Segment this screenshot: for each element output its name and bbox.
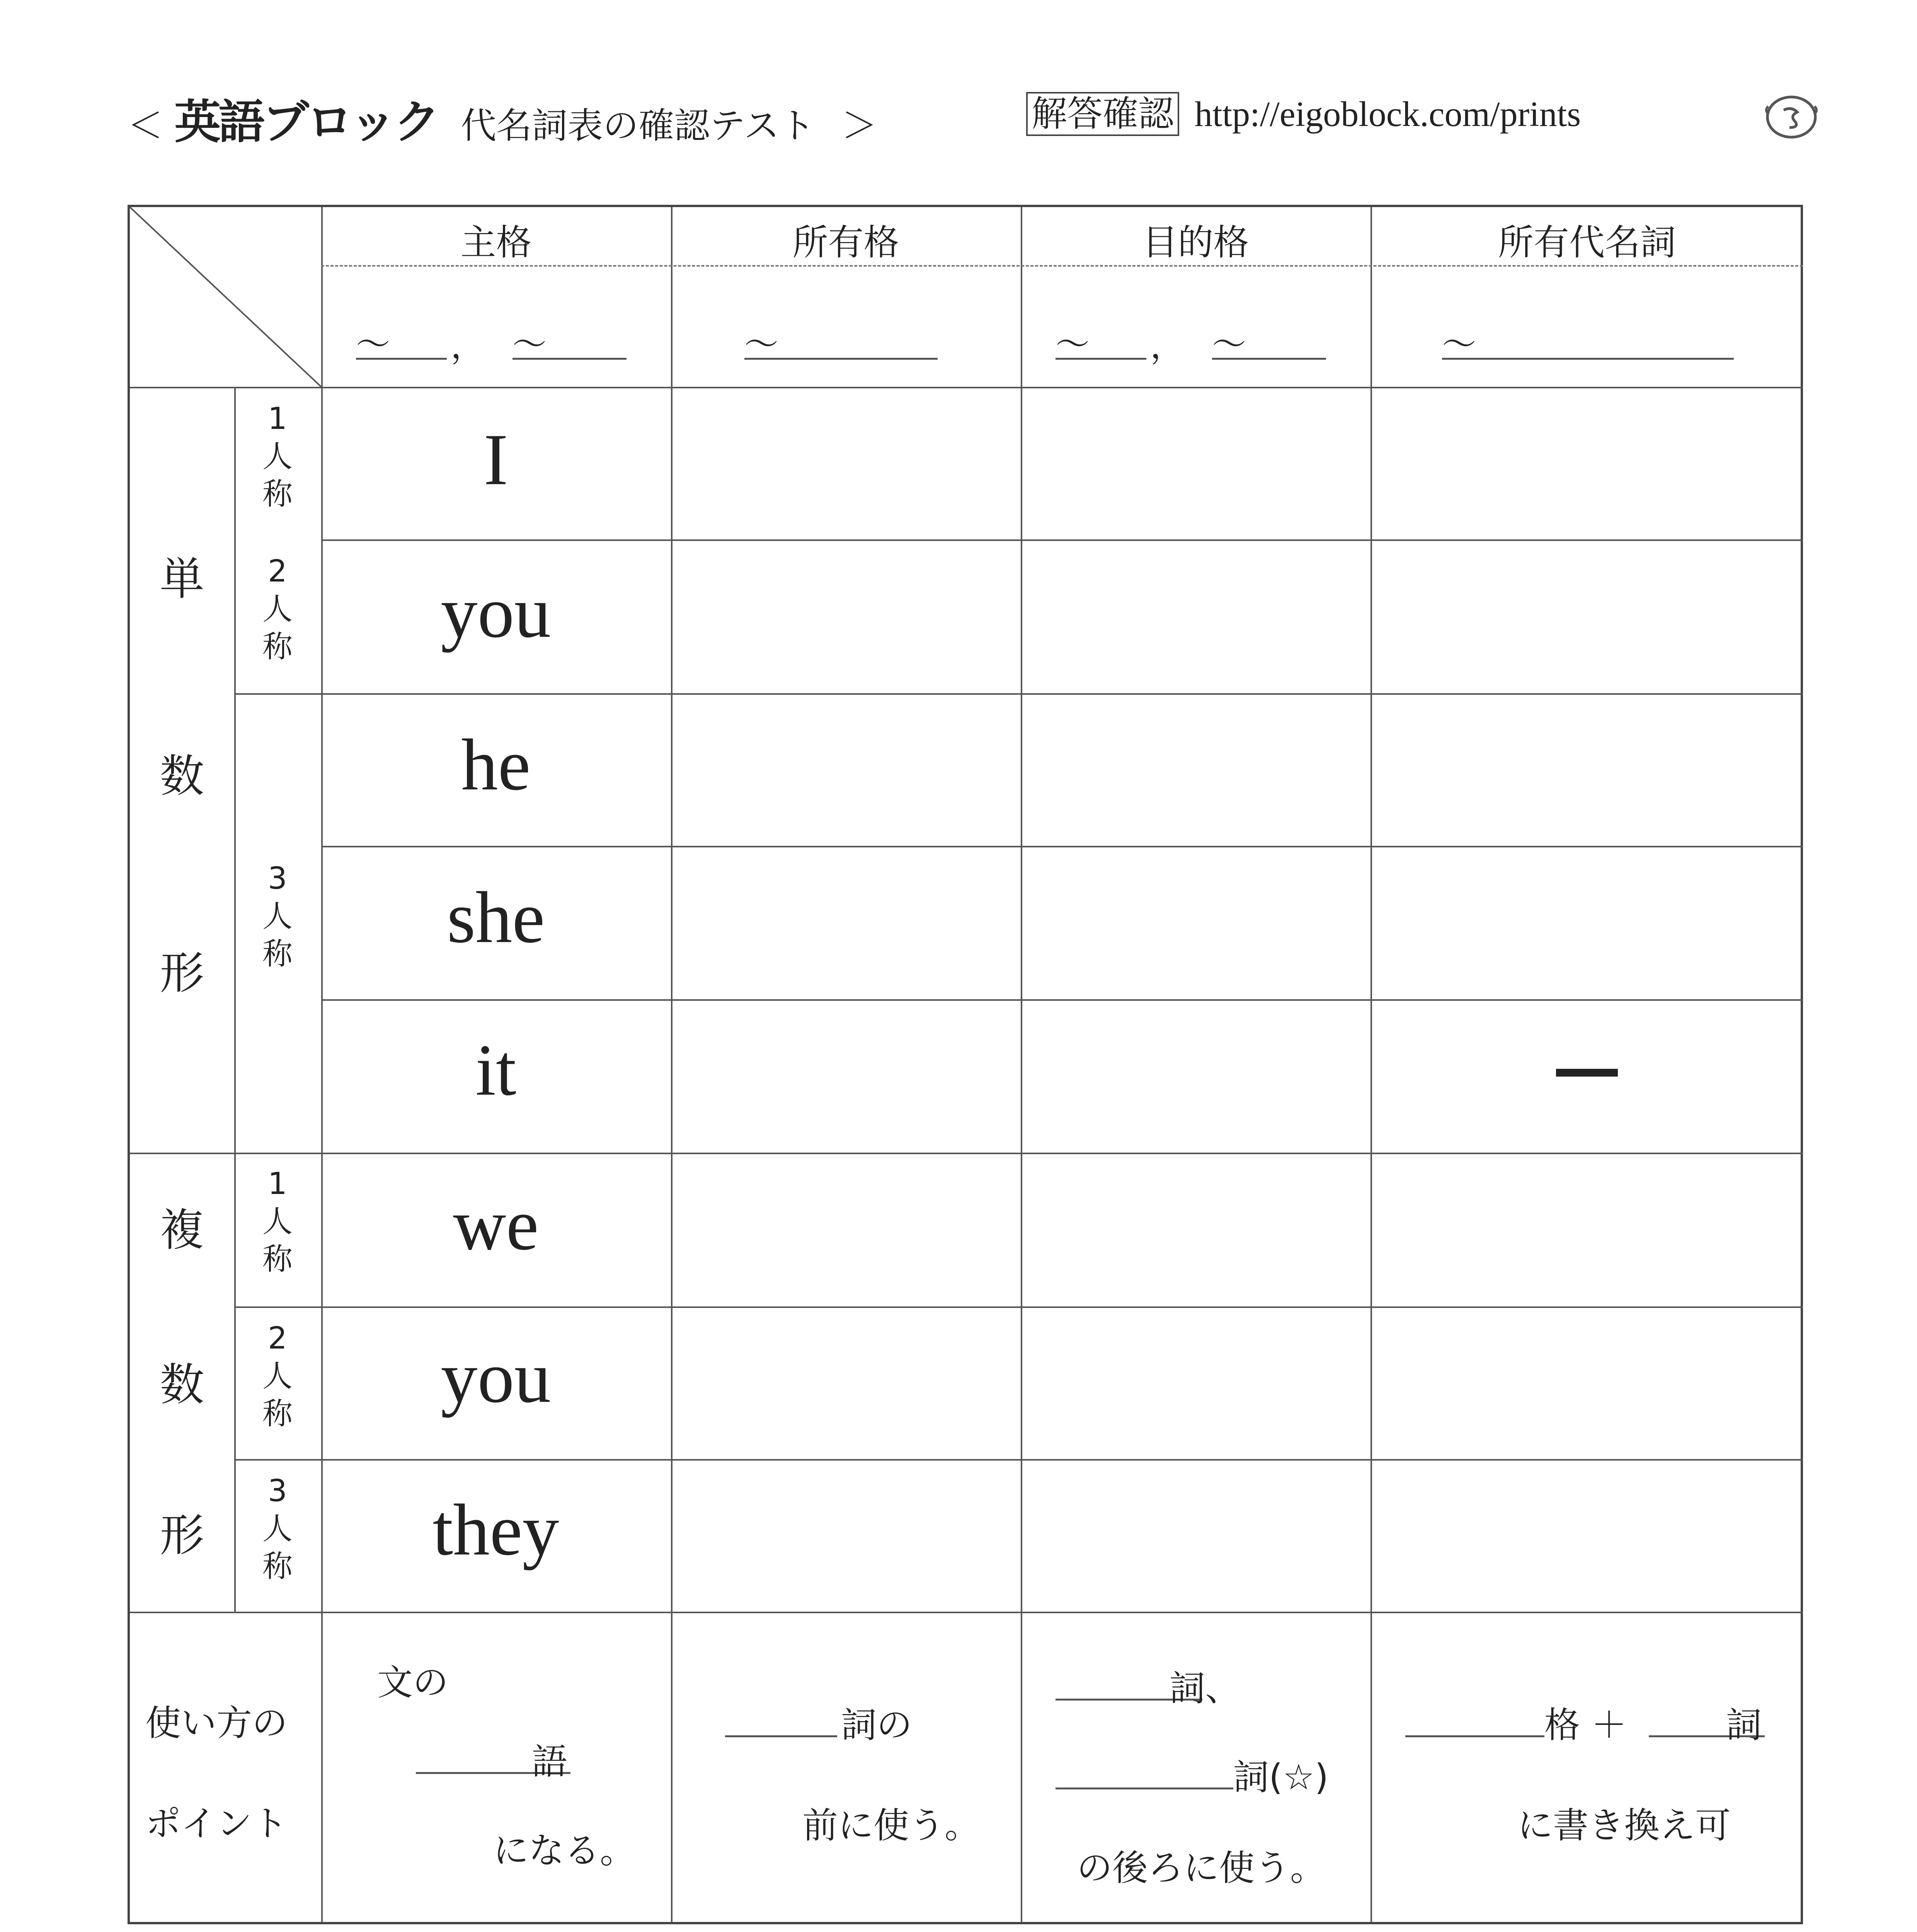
logo-text: 英語ブロック (174, 95, 438, 149)
hint-tilde: ～ (744, 324, 779, 364)
usage-subjective-line3: になる。 (493, 1830, 636, 1871)
pronoun-cell: he (461, 724, 531, 806)
usage-objective-line3: の後ろに使う。 (1077, 1847, 1326, 1889)
person-char: 称 (262, 937, 293, 971)
group-singular-char: 数 (160, 750, 204, 802)
hint-comma: ， (451, 326, 485, 366)
usage-blank (1056, 1787, 1233, 1789)
person-digit: 2 (268, 554, 287, 589)
person-char: 人 (262, 1511, 293, 1546)
corner-diagonal (130, 207, 321, 387)
usage-subjective-line1: 文の (377, 1662, 449, 1703)
divider (234, 1306, 1803, 1308)
usage-blank (1405, 1735, 1544, 1737)
person-char: 人 (262, 592, 293, 627)
divider (321, 539, 1803, 541)
group-plural-char: 形 (160, 1510, 204, 1561)
divider (321, 846, 1803, 847)
person-digit: 2 (268, 1321, 287, 1356)
answer-check-label: 解答確認 (1026, 92, 1179, 136)
person-char: 称 (262, 1549, 293, 1584)
pronoun-cell: you (441, 1337, 551, 1418)
header-dashed-line (321, 265, 1803, 267)
pronoun-cell: you (441, 572, 551, 653)
person-label-1st-singular (235, 400, 320, 514)
usage-objective-line1: 詞、 (1170, 1668, 1241, 1709)
hint-blank (356, 358, 447, 360)
answer-link-header[interactable] (1026, 92, 1581, 136)
person-label-3rd-singular (235, 860, 320, 973)
usage-blank (725, 1735, 837, 1737)
answer-url[interactable]: http://eigoblock.com/prints (1195, 94, 1581, 134)
usage-objective-line2: 詞(☆) (1233, 1757, 1329, 1798)
pronoun-cell: she (447, 877, 545, 958)
group-singular-char: 単 (160, 553, 204, 605)
hint-tilde: ～ (1056, 324, 1090, 364)
column-header-subjective: 主格 (460, 222, 532, 263)
column-header-objective: 目的格 (1142, 222, 1249, 263)
hint-tilde: ～ (1442, 324, 1476, 364)
hint-blank (512, 358, 627, 360)
person-digit: 3 (268, 1474, 287, 1509)
pronoun-cell: we (453, 1184, 539, 1265)
group-singular-char: 形 (160, 947, 204, 999)
person-char: 人 (262, 439, 293, 474)
usage-posspron-line1b: 詞 (1726, 1704, 1762, 1746)
hint-tilde: ～ (1212, 324, 1246, 364)
person-char: 人 (262, 1204, 293, 1239)
person-char: 称 (262, 629, 293, 664)
person-label-1st-plural (235, 1165, 320, 1279)
hint-tilde: ～ (356, 324, 390, 364)
hint-blank (744, 358, 938, 360)
worksheet-title (128, 85, 877, 151)
person-label-3rd-plural (235, 1473, 320, 1586)
group-plural-char: 複 (160, 1204, 204, 1256)
divider (1021, 207, 1022, 1922)
person-digit: 3 (268, 861, 287, 896)
person-char: 称 (262, 1242, 293, 1277)
column-header-possessive-pronoun: 所有代名詞 (1498, 222, 1676, 263)
it-possessive-pronoun-dash: ― (1556, 1032, 1618, 1104)
person-digit: 1 (268, 401, 287, 436)
divider (130, 1153, 1803, 1154)
usage-posspron-line2: に書き換え可 (1517, 1805, 1731, 1846)
person-digit: 1 (268, 1167, 287, 1201)
hint-blank (1056, 358, 1146, 360)
title-bracket-open: ＜ (128, 105, 163, 146)
pronoun-table (128, 205, 1803, 1924)
hint-blank (1212, 358, 1326, 360)
divider (234, 1459, 1803, 1461)
usage-label-line2: ポイント (145, 1803, 288, 1844)
person-char: 称 (262, 1396, 293, 1431)
usage-possessive-line1: 詞の (841, 1704, 913, 1746)
usage-label-line1: 使い方の (145, 1702, 288, 1744)
worksheet-subtitle: 代名詞表の確認テスト (461, 105, 815, 146)
pronoun-cell: I (484, 419, 508, 500)
group-plural-char: 数 (160, 1359, 204, 1411)
person-char: 人 (262, 1359, 293, 1394)
person-label-2nd-singular (235, 553, 320, 666)
column-header-possessive: 所有格 (792, 222, 899, 263)
hint-blank (1442, 358, 1734, 360)
divider (321, 999, 1803, 1001)
hint-tilde: ～ (512, 324, 547, 364)
pronoun-cell: it (475, 1030, 516, 1111)
usage-possessive-line2: 前に使う。 (802, 1805, 981, 1846)
divider (130, 1612, 1803, 1613)
divider (671, 207, 672, 1922)
title-bracket-close: ＞ (841, 105, 877, 146)
divider (130, 387, 1803, 388)
hint-comma: ， (1150, 326, 1185, 366)
mascot-face-icon (1762, 87, 1820, 145)
divider (234, 693, 1803, 695)
usage-subjective-line2: 語 (532, 1741, 568, 1782)
pronoun-cell: they (432, 1490, 559, 1571)
usage-posspron-line1a: 格 ＋ (1544, 1704, 1627, 1746)
person-label-2nd-plural (235, 1320, 320, 1433)
person-char: 人 (262, 899, 293, 934)
person-char: 称 (262, 477, 293, 512)
